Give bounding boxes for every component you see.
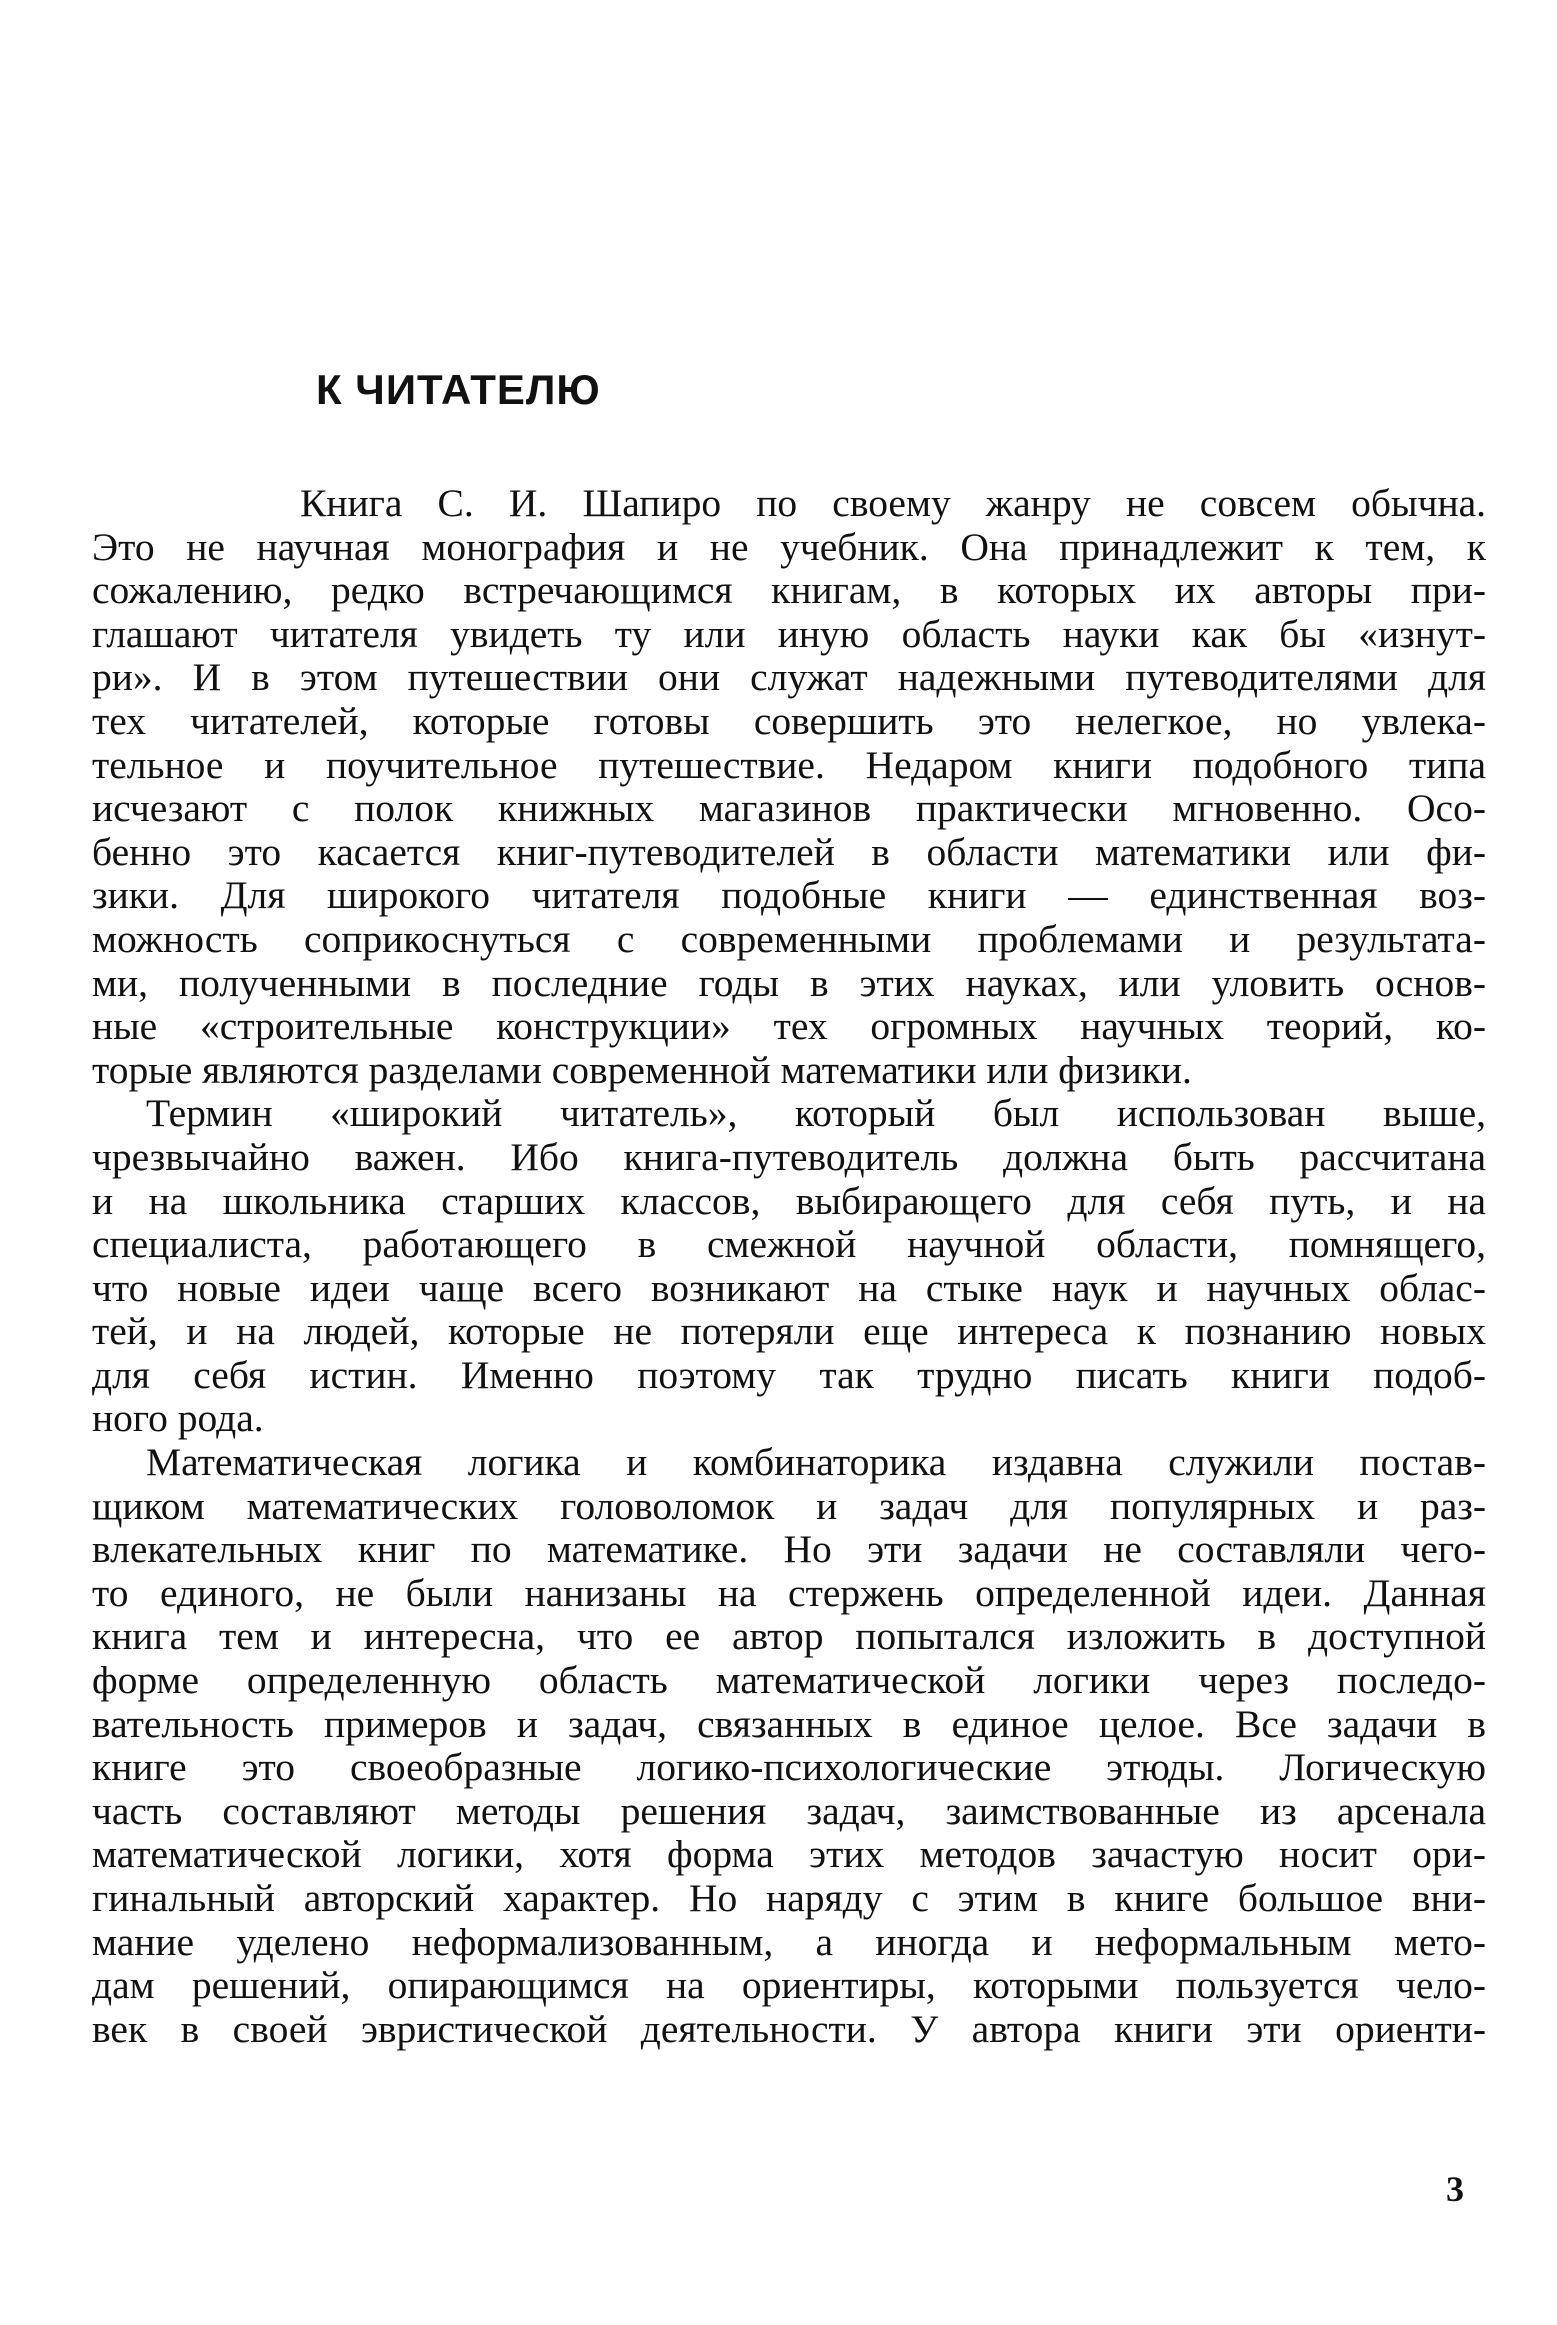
text-line: математической логики, хотя форма этих методов зачастую носит ори- bbox=[92, 1832, 1486, 1877]
text-line: торые являются разделами современной математики или физики. bbox=[92, 1047, 1192, 1092]
paragraph bbox=[92, 1441, 1486, 2051]
text-line: для себя истин. Именно поэтому так трудно писать книги подоб- bbox=[92, 1352, 1486, 1397]
text-line: тей, и на людей, которые не потеряли еще интереса к познанию новых bbox=[92, 1309, 1486, 1354]
text-line: Математическая логика и комбинаторика издавна служили постав- bbox=[146, 1440, 1486, 1485]
text-line: ные «строительные конструкции» тех огромных научных теорий, ко- bbox=[92, 1004, 1486, 1049]
text-line: Книга С. И. Шапиро по своему жанру не совсем обычна. bbox=[300, 481, 1486, 525]
text-line: специалиста, работающего в смежной научной области, помнящего, bbox=[92, 1222, 1486, 1267]
text-line: гинальный авторский характер. Но наряду с этим в книге большое вни- bbox=[92, 1876, 1486, 1920]
text-line: зики. Для широкого читателя подобные книги — единственная воз- bbox=[92, 873, 1486, 918]
text-line: Это не научная монография и не учебник. Она принадлежит к тем, к bbox=[92, 524, 1486, 569]
text-line: ми, полученными в последние годы в этих науках, или уловить основ- bbox=[92, 960, 1486, 1005]
paragraph bbox=[92, 482, 1486, 1092]
text-line: тех читателей, которые готовы совершить это нелегкое, но увлека- bbox=[92, 698, 1486, 743]
text-line: книга тем и интересна, что ее автор попытался изложить в доступной bbox=[92, 1614, 1486, 1659]
text-line: глашают читателя увидеть ту или иную область науки как бы «изнут- bbox=[92, 611, 1486, 656]
paragraph bbox=[92, 1092, 1486, 1441]
text-line: тельное и поучительное путешествие. Недаром книги подобного типа bbox=[92, 742, 1486, 787]
text-line: век в своей эвристической деятельности. У автора книги эти ориенти- bbox=[92, 2006, 1486, 2051]
text-line: ного рода. bbox=[92, 1396, 264, 1441]
page-heading: К ЧИТАТЕЛЮ bbox=[316, 366, 601, 413]
text-line: что новые идеи чаще всего возникают на стыке наук и научных облас- bbox=[92, 1265, 1486, 1310]
text-line: мание уделено неформализованным, а иногда и неформальным мето- bbox=[92, 1919, 1486, 1964]
text-line: вательность примеров и задач, связанных в единое целое. Все задачи в bbox=[92, 1701, 1486, 1746]
text-line: Термин «широкий читатель», который был использован выше, bbox=[146, 1091, 1486, 1136]
text-line: сожалению, редко встречающимся книгам, в которых их авторы при- bbox=[92, 568, 1486, 613]
text-line: щиком математических головоломок и задач для популярных и раз- bbox=[92, 1483, 1486, 1528]
text-line: то единого, не были нанизаны на стержень определенной идеи. Данная bbox=[92, 1570, 1486, 1615]
text-line: часть составляют методы решения задач, заимствованные из арсенала bbox=[92, 1788, 1486, 1833]
body-text bbox=[92, 482, 1486, 2051]
text-line: дам решений, опирающимся на ориентиры, которыми пользуется чело- bbox=[92, 1963, 1486, 2008]
text-line: ри». И в этом путешествии они служат надежными путеводителями для bbox=[92, 655, 1486, 700]
text-line: можность соприкоснуться с современными проблемами и результата- bbox=[92, 916, 1486, 961]
text-line: бенно это касается книг-путеводителей в области математики или фи- bbox=[92, 829, 1486, 874]
text-line: чрезвычайно важен. Ибо книга-путеводитель должна быть рассчитана bbox=[92, 1134, 1486, 1179]
text-line: и на школьника старших классов, выбирающего для себя путь, и на bbox=[92, 1178, 1486, 1223]
text-line: книге это своеобразные логико-психологические этюды. Логическую bbox=[92, 1745, 1486, 1790]
text-line: форме определенную область математической логики через последо- bbox=[92, 1658, 1486, 1703]
text-line: исчезают с полок книжных магазинов практически мгновенно. Осо- bbox=[92, 786, 1486, 831]
text-line: влекательных книг по математике. Но эти задачи не составляли чего- bbox=[92, 1527, 1486, 1572]
page-number: 3 bbox=[1446, 2169, 1464, 2209]
